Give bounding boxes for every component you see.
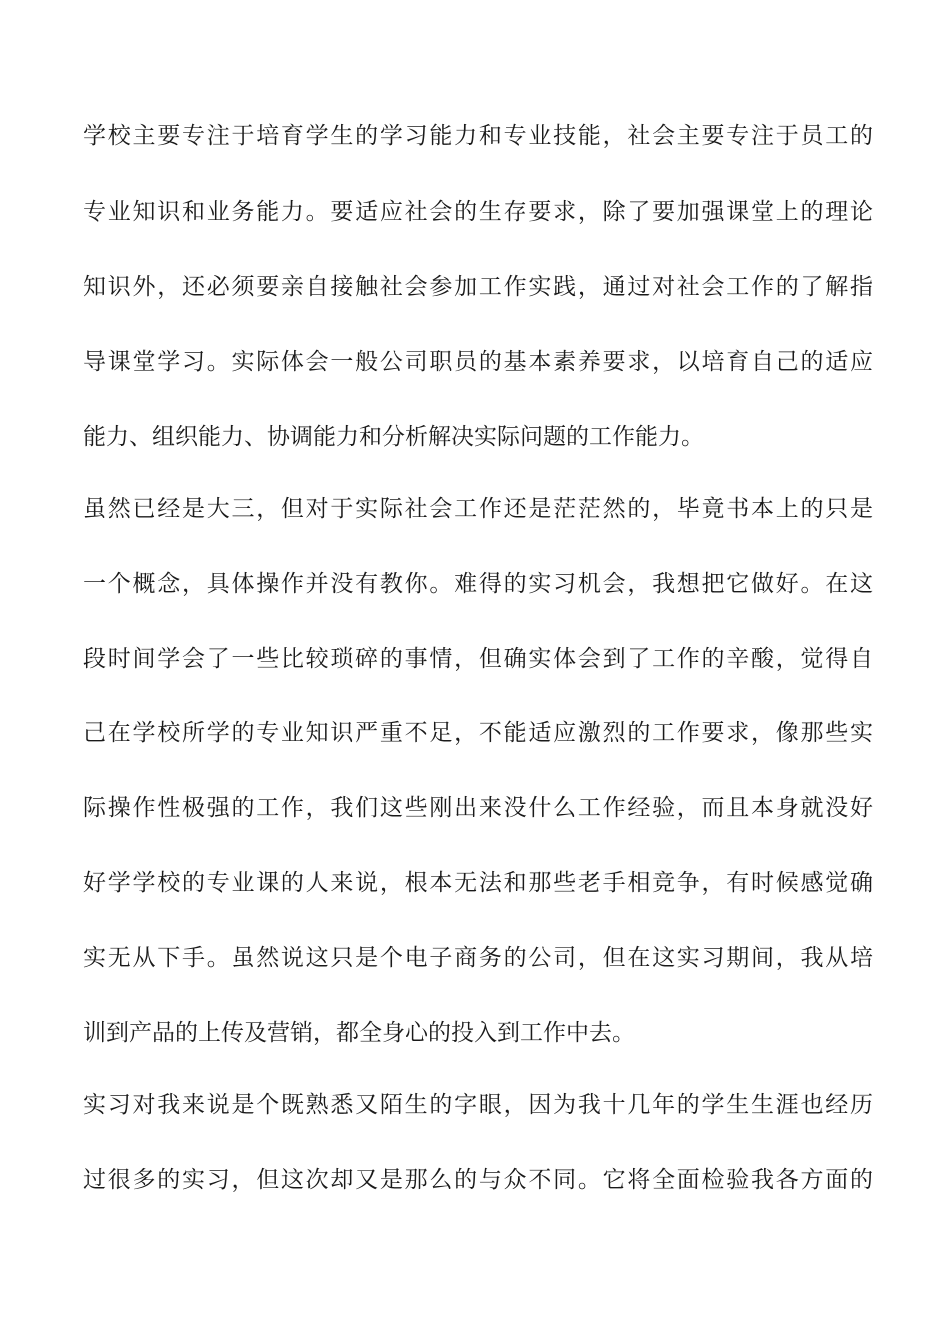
text-line: 导课堂学习。实际体会一般公司职员的基本素养要求，以培育自己的适应 [83,349,873,375]
text-line: 段时间学会了一些比较琐碎的事情，但确实体会到了工作的辛酸，觉得自 [83,646,873,672]
text-line: 际操作性极强的工作，我们这些刚出来没什么工作经验，而且本身就没好 [83,795,873,821]
text-line: 一个概念，具体操作并没有教你。难得的实习机会，我想把它做好。在这 [83,571,873,597]
text-line: 学校主要专注于培育学生的学习能力和专业技能，社会主要专注于员工的 [83,123,873,149]
text-line: 能力、组织能力、协调能力和分析解决实际问题的工作能力。 [83,424,704,450]
text-line: 己在学校所学的专业知识严重不足，不能适应激烈的工作要求，像那些实 [83,720,873,746]
text-line: 过很多的实习，但这次却又是那么的与众不同。它将全面检验我各方面的 [83,1167,873,1193]
text-line: 实无从下手。虽然说这只是个电子商务的公司，但在这实习期间，我从培 [83,945,873,971]
text-line: 虽然已经是大三，但对于实际社会工作还是茫茫然的，毕竟书本上的只是 [83,496,873,522]
text-line: 知识外，还必须要亲自接触社会参加工作实践，通过对社会工作的了解指 [83,274,873,300]
text-line: 专业知识和业务能力。要适应社会的生存要求，除了要加强课堂上的理论 [83,199,873,225]
text-line: 好学学校的专业课的人来说，根本无法和那些老手相竞争，有时候感觉确 [83,870,873,896]
text-line: 训到产品的上传及营销，都全身心的投入到工作中去。 [83,1020,635,1046]
text-line: 实习对我来说是个既熟悉又陌生的字眼，因为我十几年的学生生涯也经历 [83,1092,873,1118]
